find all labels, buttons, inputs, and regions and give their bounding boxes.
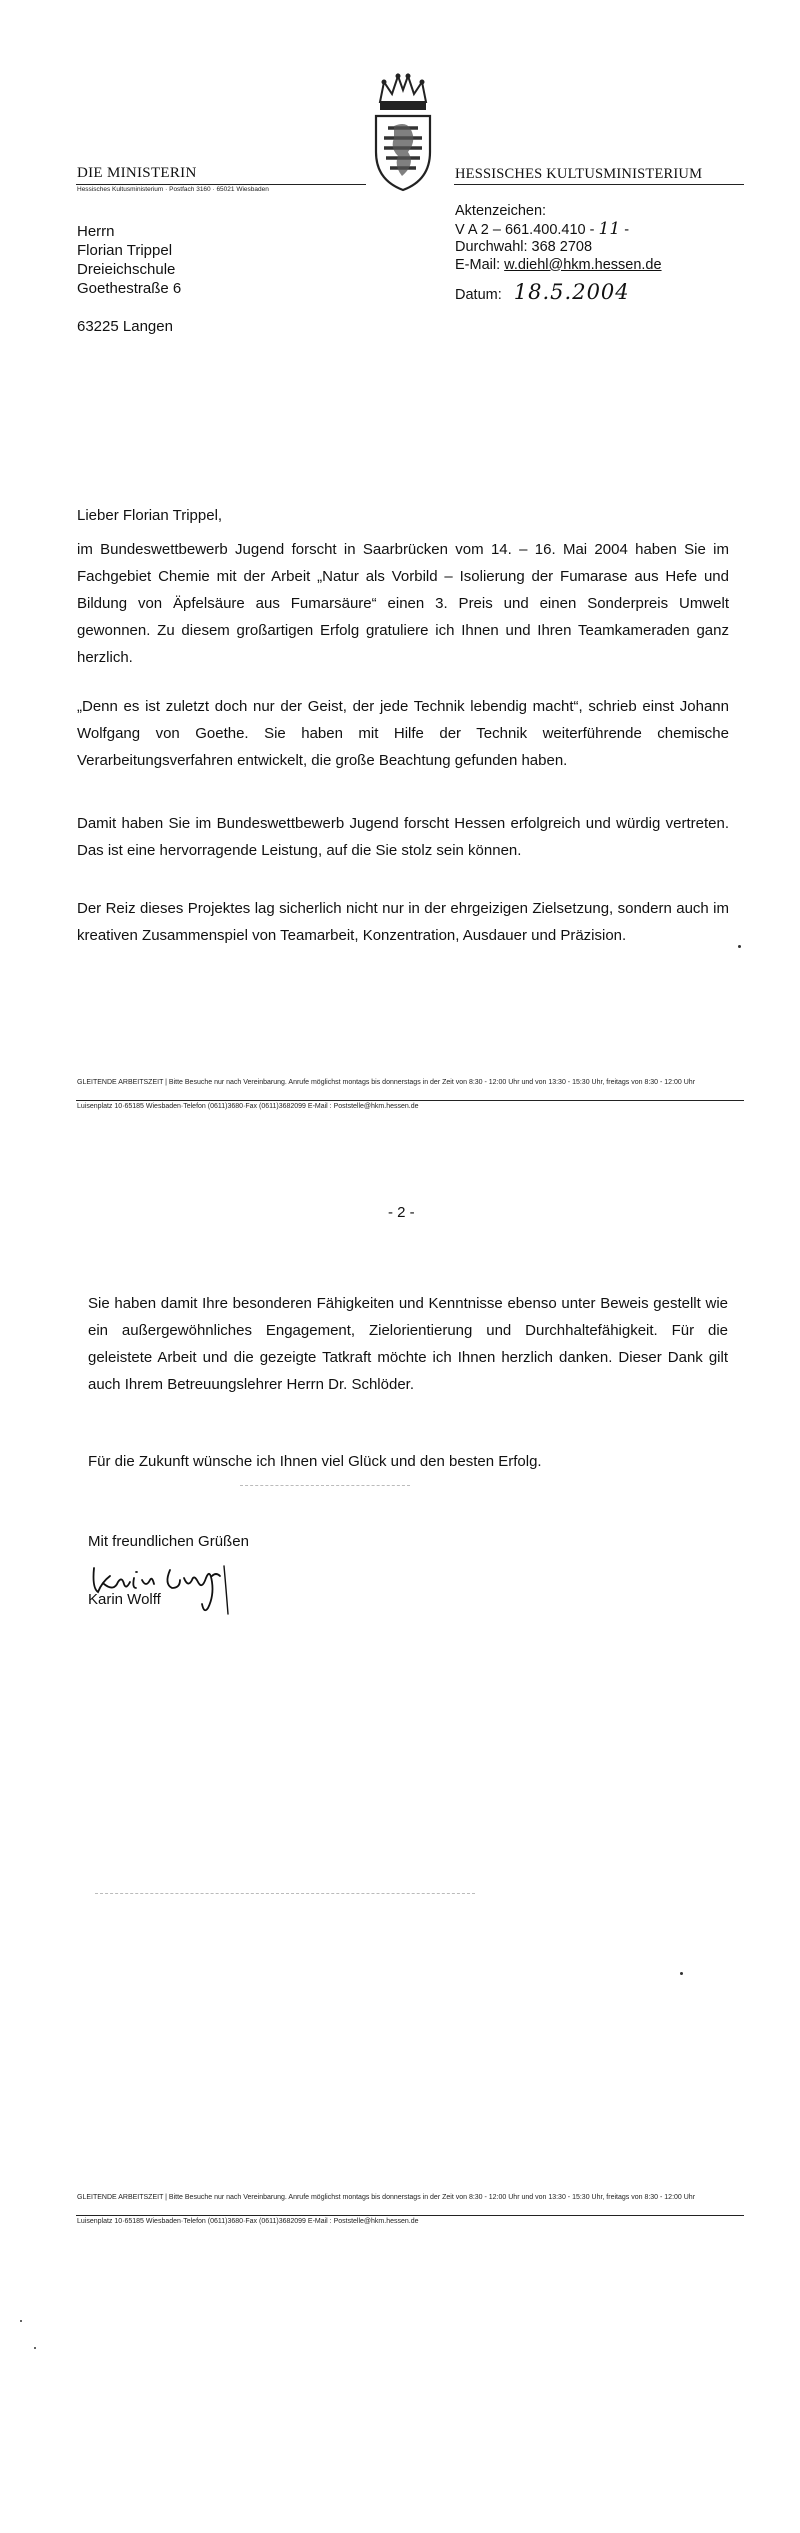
reference-phone: Durchwahl: 368 2708 bbox=[455, 239, 593, 255]
ministry-right-title: HESSISCHES KULTUSMINISTERIUM bbox=[455, 166, 703, 182]
reference-number-prefix: V A 2 – 661.400.410 - bbox=[455, 221, 595, 238]
coat-of-arms-logo bbox=[372, 72, 434, 192]
reference-email-label: E-Mail: bbox=[455, 256, 501, 273]
signer-name: Karin Wolff bbox=[88, 1591, 161, 1608]
reference-number-handwritten: 11 bbox=[598, 218, 621, 239]
letter-closing: Mit freundlichen Grüßen bbox=[88, 1533, 249, 1550]
recipient-city: 63225 Langen bbox=[77, 318, 173, 335]
letter-paragraph-1: im Bundeswettbewerb Jugend forscht in Saarbrücken vom 14. – 16. Mai 2004 haben Sie im Fachgebiet Chemie mit der Arbeit „Natur als Vorbild – Isolierung der Fumarase aus Hefe und Bildung von Äpfelsäure aus Fumarsäure“ einen 3. Preis und einen Sonderpreis Umwelt gewonnen. Zu diesem großartigen Erfolg gratuliere ich Ihnen und Ihren Teamkameraden ganz herzlich. bbox=[77, 541, 729, 666]
footer-address: Luisenplatz 10·65185 Wiesbaden·Telefon (0611)3680·Fax (0611)3682099 E-Mail : Poststelle@hkm.hessen.de bbox=[77, 1103, 419, 1110]
footer-rule bbox=[76, 1100, 744, 1101]
letter-greeting: Lieber Florian Trippel, bbox=[77, 507, 223, 524]
reference-number-suffix: - bbox=[624, 221, 630, 238]
page-number: - 2 - bbox=[388, 1204, 415, 1221]
reference-label: Aktenzeichen: bbox=[455, 203, 547, 219]
date-label: Datum: bbox=[455, 287, 502, 303]
reference-number bbox=[455, 218, 662, 240]
letterhead-right-rule bbox=[454, 184, 744, 185]
recipient-street: Goethestraße 6 bbox=[77, 280, 182, 297]
scan-artifact bbox=[20, 2320, 22, 2322]
letter-paragraph-5: Sie haben damit Ihre besonderen Fähigkeiten und Kenntnisse ebenso unter Beweis gestellt wie ein außergewöhnliches Engagement, Zielorientierung und Durchhaltefähigkeit. Für die geleistete Arbeit und die gezeigte Tatkraft möchte ich Ihnen herzlich danken. Dieser Dank gilt auch Ihrem Betreuungslehrer Herrn Dr. Schlöder. bbox=[88, 1295, 728, 1393]
footer-rule-page2 bbox=[76, 2215, 744, 2216]
scan-artifact bbox=[680, 1972, 683, 1975]
footer-address-page2: Luisenplatz 10·65185 Wiesbaden·Telefon (0611)3680·Fax (0611)3682099 E-Mail : Poststelle@hkm.hessen.de bbox=[77, 2218, 419, 2225]
recipient-school: Dreieichschule bbox=[77, 261, 176, 278]
letterhead-left-rule bbox=[76, 184, 366, 185]
ministry-postal-address: Hessisches Kultusministerium · Postfach 3160 · 65021 Wiesbaden bbox=[77, 186, 269, 193]
recipient-salutation: Herrn bbox=[77, 223, 115, 240]
date-handwritten: 18.5.2004 bbox=[513, 280, 630, 304]
letter-paragraph-6: Für die Zukunft wünsche ich Ihnen viel Glück und den besten Erfolg. bbox=[88, 1453, 542, 1470]
scan-artifact bbox=[240, 1485, 410, 1486]
letter-paragraph-2: „Denn es ist zuletzt doch nur der Geist, der jede Technik lebendig macht“, schrieb einst Johann Wolfgang von Goethe. Sie haben mit Hilfe der Technik weiterführende chemische Verarbeitungsverfahren entwickelt, die große Beachtung gefunden haben. bbox=[77, 698, 729, 769]
footer-office-hours: GLEITENDE ARBEITSZEIT | Bitte Besuche nur nach Vereinbarung. Anrufe möglichst montags bis donnerstags in der Zeit von 8:30 - 12:00 Uhr und von 13:30 - 15:30 Uhr, freitags von 8:30 - 12:00 Uhr bbox=[77, 1079, 696, 1086]
recipient-name: Florian Trippel bbox=[77, 242, 173, 259]
scan-artifact bbox=[95, 1893, 475, 1894]
recipient-address bbox=[77, 222, 181, 336]
reference-email-line bbox=[455, 257, 662, 275]
reference-email-link[interactable]: w.diehl@hkm.hessen.de bbox=[504, 256, 662, 273]
scan-artifact bbox=[34, 2347, 36, 2349]
scan-artifact bbox=[738, 945, 741, 948]
reference-block bbox=[455, 203, 662, 305]
letter-paragraph-3: Damit haben Sie im Bundeswettbewerb Jugend forscht Hessen erfolgreich und würdig vertreten. Das ist eine hervorragende Leistung, auf die Sie stolz sein können. bbox=[77, 815, 729, 859]
reference-date-line bbox=[455, 280, 662, 305]
letter-paragraph-4: Der Reiz dieses Projektes lag sicherlich nicht nur in der ehrgeizigen Zielsetzung, sondern auch im kreativen Zusammenspiel von Teamarbeit, Konzentration, Ausdauer und Präzision. bbox=[77, 900, 729, 944]
ministry-left-title: DIE MINISTERIN bbox=[77, 165, 197, 181]
footer-office-hours-page2: GLEITENDE ARBEITSZEIT | Bitte Besuche nur nach Vereinbarung. Anrufe möglichst montags bis donnerstags in der Zeit von 8:30 - 12:00 Uhr und von 13:30 - 15:30 Uhr, freitags von 8:30 - 12:00 Uhr bbox=[77, 2194, 696, 2201]
